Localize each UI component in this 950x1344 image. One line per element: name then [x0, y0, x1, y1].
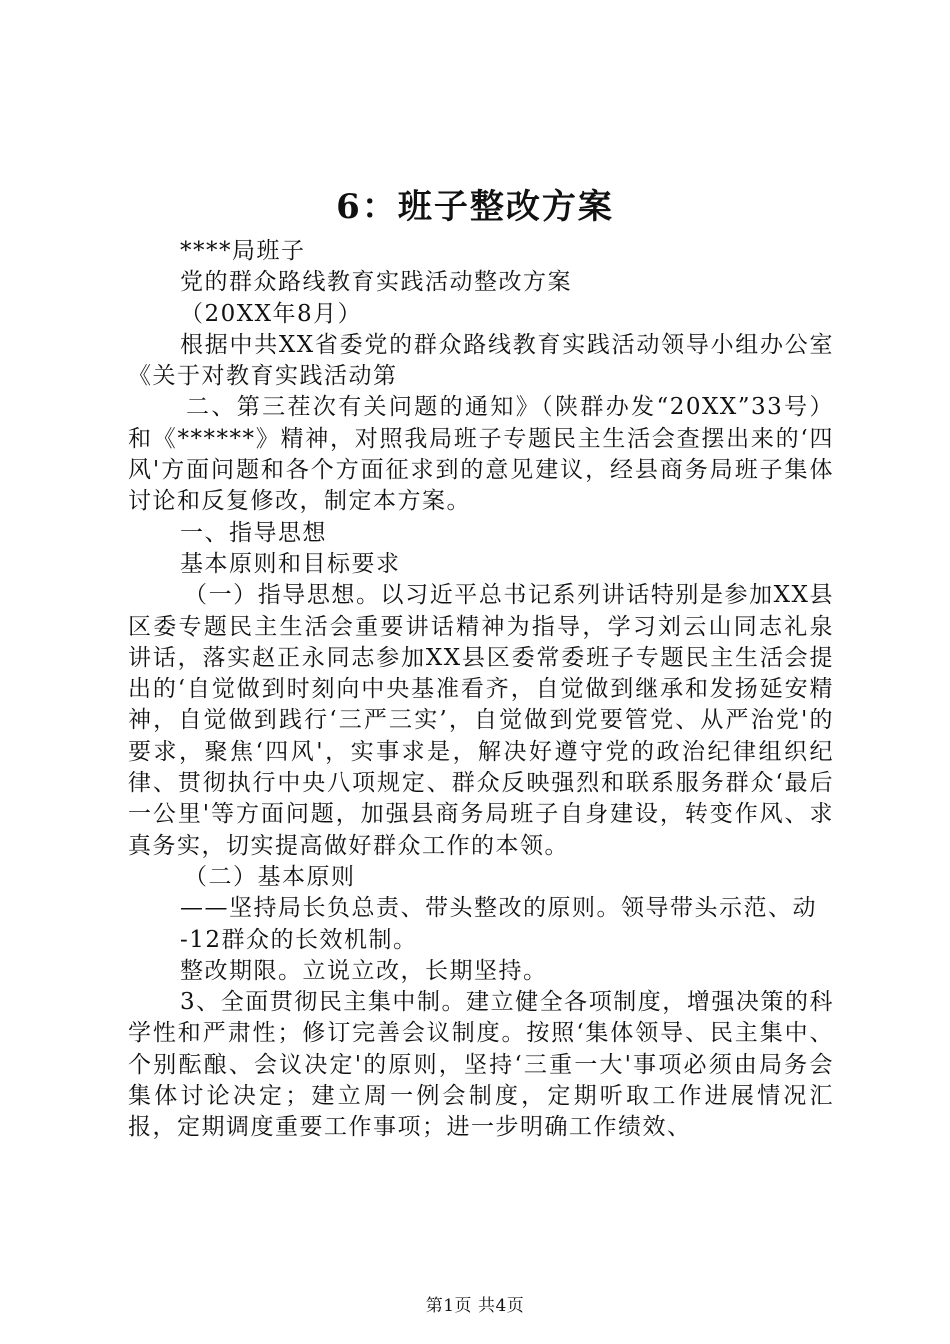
paragraph-principle-lead: ——坚持局长负总责、带头整改的原则。领导带头示范、动 [180, 895, 817, 922]
paragraph-basis: 根据中共XX省委党的群众路线教育实践活动领导小组办公室《关于对教育实践活动第 [128, 331, 834, 390]
heading-principles-goals: 基本原则和目标要求 [180, 550, 401, 577]
page-footer: 第1页 共4页 [425, 1296, 525, 1316]
paragraph-date: （20XX年8月） [180, 300, 363, 327]
heading-basic-principles: （二）基本原则 [184, 863, 356, 890]
paragraph-notice: 二、第三茬次有关问题的通知》（陕群办发“20XX”33号）和《******》精神，对照我局班子专题民主生活会查摆出来的‘四风'方面问题和各个方面征求到的意见建议，经县商务局班子集体讨论和反复修改，制定本方案。 [128, 394, 834, 515]
heading-guiding-thought: 一、指导思想 [180, 519, 327, 546]
document-title: 6：班子整改方案 [336, 187, 614, 227]
paragraph-democratic-centralism: 3、全面贯彻民主集中制。建立健全各项制度，增强决策的科学性和严肃性；修订完善会议制度。按照‘集体领导、民主集中、个别酝酿、会议决定'的原则，坚持‘三重一大'事项必须由局务会集体讨论决定；建立周一例会制度，定期听取工作进展情况汇报，定期调度重要工作事项；进一步明确工作绩效、 [128, 989, 834, 1141]
paragraph-plan-name: 党的群众路线教育实践活动整改方案 [180, 269, 572, 296]
paragraph-guiding-thought: （一）指导思想。以习近平总书记系列讲话特别是参加XX县区委专题民主生活会重要讲话精神为指导，学习刘云山同志礼泉讲话，落实赵正永同志参加XX县区委常委班子专题民主生活会提出的‘自觉做到时刻向中央基准看齐，自觉做到继承和发扬延安精神，自觉做到践行‘三严三实’，自觉做到党要管党、从严治党'的要求，聚焦‘四风'，实事求是，解决好遵守党的政治纪律组织纪律、贯彻执行中央八项规定、群众反映强烈和联系服务群众‘最后一公里'等方面问题，加强县商务局班子自身建设，转变作风、求真务实，切实提高做好群众工作的本领。 [128, 582, 834, 859]
document-body [128, 236, 834, 1144]
paragraph-bureau-team: ****局班子 [180, 238, 306, 264]
paragraph-deadline: 整改期限。立说立改，长期坚持。 [180, 957, 548, 984]
paragraph-mechanism: -12群众的长效机制。 [180, 926, 418, 953]
